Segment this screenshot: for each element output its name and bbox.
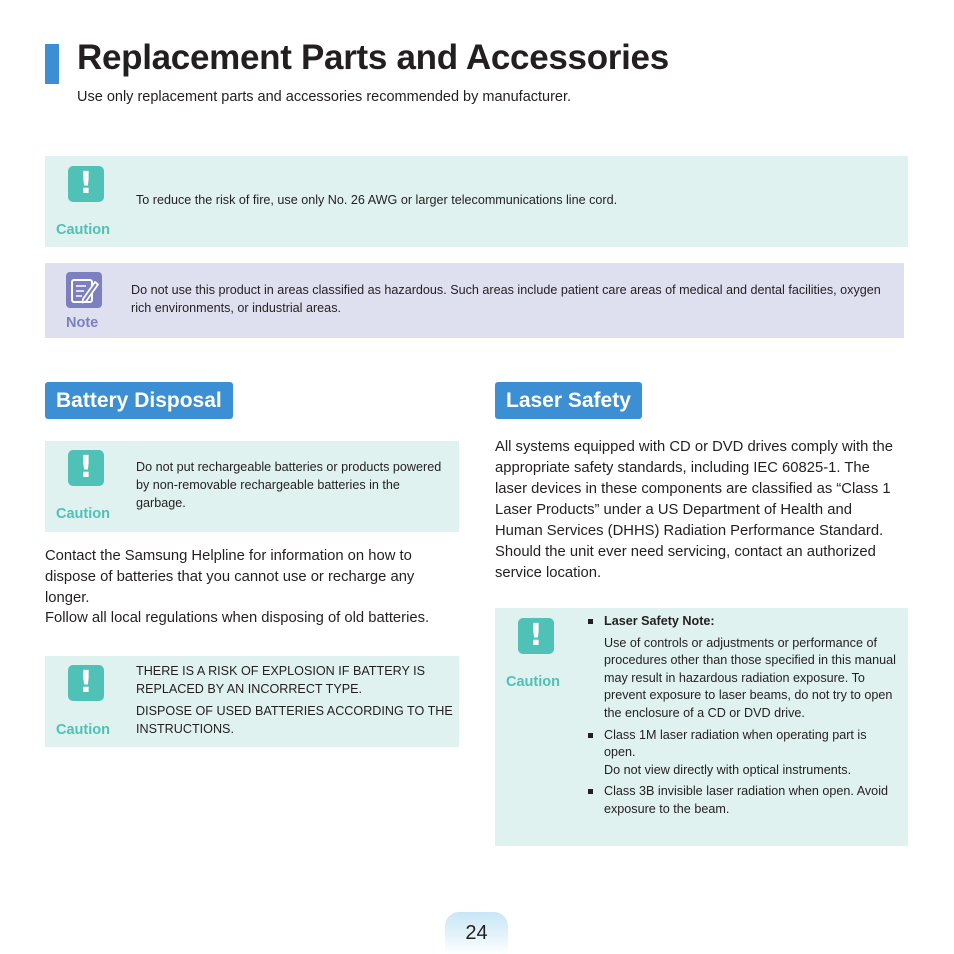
caution-text: Do not put rechargeable batteries or products powered by non-removable rechargeable batteries in the garbage. [136, 460, 442, 510]
exclamation-icon: ! [68, 166, 104, 202]
list-item [588, 783, 898, 818]
page-number: 24 [445, 912, 508, 954]
list-item [588, 613, 898, 723]
class-3b-text: Class 3B invisible laser radiation when open. Avoid exposure to the beam. [604, 784, 888, 816]
laser-safety-heading: Laser Safety [495, 382, 642, 419]
page-title: Replacement Parts and Accessories [77, 38, 669, 77]
caution-text: To reduce the risk of fire, use only No. 26 AWG or larger telecommunications line cord. [136, 193, 618, 207]
battery-helpline-paragraph: Contact the Samsung Helpline for information on how to dispose of batteries that you cannot use or recharge any longer. [45, 548, 415, 606]
exclamation-icon: ! [518, 618, 554, 654]
note-text: Do not use this product in areas classified as hazardous. Such areas include patient care areas of medical and dental facilities, oxygen rich environments, or industrial areas. [131, 283, 881, 315]
note-label: Note [66, 315, 99, 331]
note-box-hazard [45, 263, 904, 338]
battery-disposal-heading: Battery Disposal [45, 382, 233, 419]
class-1m-warning: Do not view directly with optical instruments. [604, 762, 852, 777]
page-subtitle: Use only replacement parts and accessories recommended by manufacturer. [77, 89, 572, 105]
laser-safety-paragraph: All systems equipped with CD or DVD drives comply with the appropriate safety standards, including IEC 60825-1. The laser devices in these components are classified as “Class 1 Laser Products” under a US Department of Health and Human Services (DHHS) Radiation Performance Standard. Should the unit ever need servicing, contact an authorized service location. [495, 439, 894, 581]
caution-box-fire [45, 156, 908, 247]
title-accent-bar [45, 44, 59, 84]
caution-box-explosion [45, 656, 459, 747]
caution-label: Caution [56, 722, 110, 738]
caution-label: Caution [56, 222, 110, 238]
bullet-icon [588, 619, 593, 624]
bullet-icon [588, 733, 593, 738]
laser-note-text: Use of controls or adjustments or performance of procedures other than those specified in this manual may result in hazardous radiation exposure. To prevent exposure to laser beams, do not try to open the enclosure of a CD or DVD drive. [604, 635, 896, 720]
laser-caution-list [588, 613, 898, 823]
pencil-icon [66, 272, 102, 308]
battery-regulations-paragraph: Follow all local regulations when disposing of old batteries. [45, 610, 430, 626]
caution-label: Caution [506, 674, 560, 690]
caution-label: Caution [56, 506, 110, 522]
caution-text-dispose: DISPOSE OF USED BATTERIES ACCORDING TO THE INSTRUCTIONS. [136, 704, 453, 736]
list-item [588, 727, 898, 780]
laser-note-title: Laser Safety Note: [604, 614, 715, 628]
caution-text-explosion: THERE IS A RISK OF EXPLOSION IF BATTERY IS REPLACED BY AN INCORRECT TYPE. [136, 664, 426, 696]
caution-box-battery [45, 441, 459, 532]
bullet-icon [588, 789, 593, 794]
exclamation-icon: ! [68, 665, 104, 701]
exclamation-icon: ! [68, 450, 104, 486]
class-1m-text: Class 1M laser radiation when operating part is open. [604, 727, 867, 760]
